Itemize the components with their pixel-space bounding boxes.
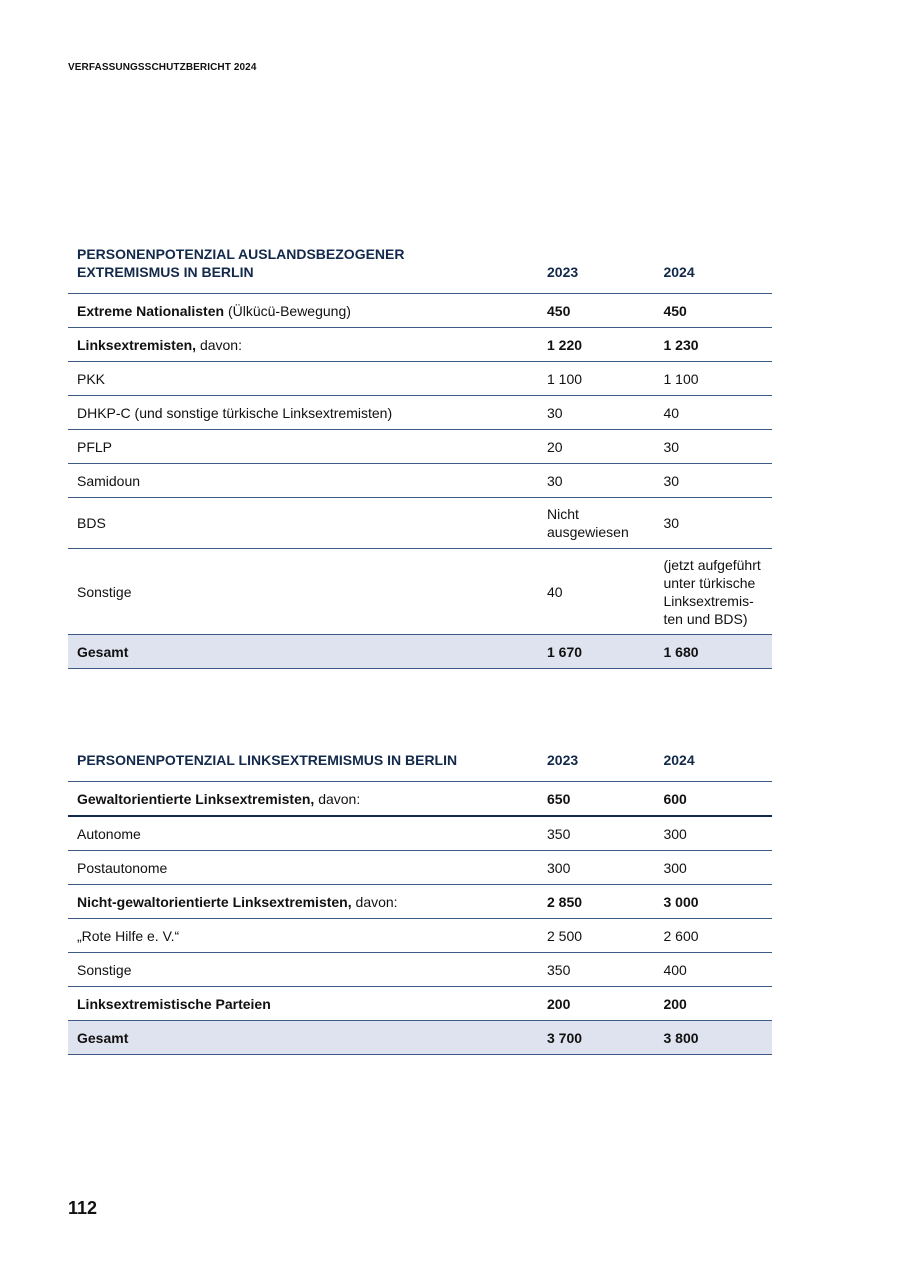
value-2023: 1 220 [538,328,654,362]
row-label: Sonstige [68,953,538,987]
table-row [68,816,772,851]
total-row [68,1021,772,1055]
row-label: Sonstige [68,549,538,635]
value-2023: 30 [538,464,654,498]
value-2024: 30 [654,498,772,549]
total-row [68,635,772,669]
value-2023: 2 850 [538,885,654,919]
table-header-row [68,236,772,294]
table-row [68,549,772,635]
row-label: Gewaltorientierte Linksextremisten, davon: [68,782,538,817]
total-2023: 3 700 [538,1021,654,1055]
value-2023: 40 [538,549,654,635]
total-2024: 3 800 [654,1021,772,1055]
value-2024: 2 600 [654,919,772,953]
value-2023: Nicht ausgewiesen [538,498,654,549]
page-number: 112 [68,1198,98,1218]
table-row [68,430,772,464]
value-2023: 30 [538,396,654,430]
table-row [68,953,772,987]
table-row [68,362,772,396]
table-row [68,782,772,817]
value-2023: 450 [538,294,654,328]
table-row [68,987,772,1021]
row-label: Nicht-gewaltorientierte Linksextremisten, davon: [68,885,538,919]
row-label: Samidoun [68,464,538,498]
row-label: DHKP-C (und sonstige türkische Linksextremisten) [68,396,538,430]
row-label: PFLP [68,430,538,464]
table-row [68,851,772,885]
table-row [68,885,772,919]
table-linksextremismus [68,740,772,1055]
value-2023: 300 [538,851,654,885]
value-2023: 1 100 [538,362,654,396]
column-header-2024: 2024 [654,236,772,294]
value-2024: 3 000 [654,885,772,919]
table-header-row [68,740,772,782]
column-header-2023: 2023 [538,740,654,782]
table-row [68,919,772,953]
value-2023: 2 500 [538,919,654,953]
table-title: PERSONENPOTENZIAL LINKSEXTREMISMUS IN BERLIN [68,740,538,782]
table-row [68,294,772,328]
value-2024: 1 100 [654,362,772,396]
value-2024: 200 [654,987,772,1021]
value-2024: 30 [654,430,772,464]
value-2024: (jetzt aufgeführt unter türkische Linksextremis- ten und BDS) [654,549,772,635]
table-row [68,498,772,549]
value-2024: 1 230 [654,328,772,362]
table-title: PERSONENPOTENZIAL AUSLANDSBEZOGENER EXTREMISMUS IN BERLIN [68,236,538,294]
row-label: Extreme Nationalisten (Ülkücü-Bewegung) [68,294,538,328]
value-2023: 350 [538,953,654,987]
table-row [68,464,772,498]
table-auslandsbezogener-extremismus [68,236,772,669]
row-label: Linksextremistische Parteien [68,987,538,1021]
total-label: Gesamt [68,635,538,669]
value-2024: 300 [654,851,772,885]
value-2023: 20 [538,430,654,464]
table-row [68,328,772,362]
row-label: Postautonome [68,851,538,885]
total-2023: 1 670 [538,635,654,669]
row-label: Autonome [68,816,538,851]
running-header: VERFASSUNGSSCHUTZBERICHT 2024 [68,62,257,73]
column-header-2023: 2023 [538,236,654,294]
row-label: Linksextremisten, davon: [68,328,538,362]
value-2023: 350 [538,816,654,851]
table-row [68,396,772,430]
value-2023: 650 [538,782,654,817]
total-label: Gesamt [68,1021,538,1055]
row-label: BDS [68,498,538,549]
value-2024: 600 [654,782,772,817]
total-2024: 1 680 [654,635,772,669]
column-header-2024: 2024 [654,740,772,782]
value-2024: 300 [654,816,772,851]
value-2024: 40 [654,396,772,430]
value-2024: 400 [654,953,772,987]
value-2024: 30 [654,464,772,498]
row-label: PKK [68,362,538,396]
row-label: „Rote Hilfe e. V.“ [68,919,538,953]
value-2024: 450 [654,294,772,328]
value-2023: 200 [538,987,654,1021]
